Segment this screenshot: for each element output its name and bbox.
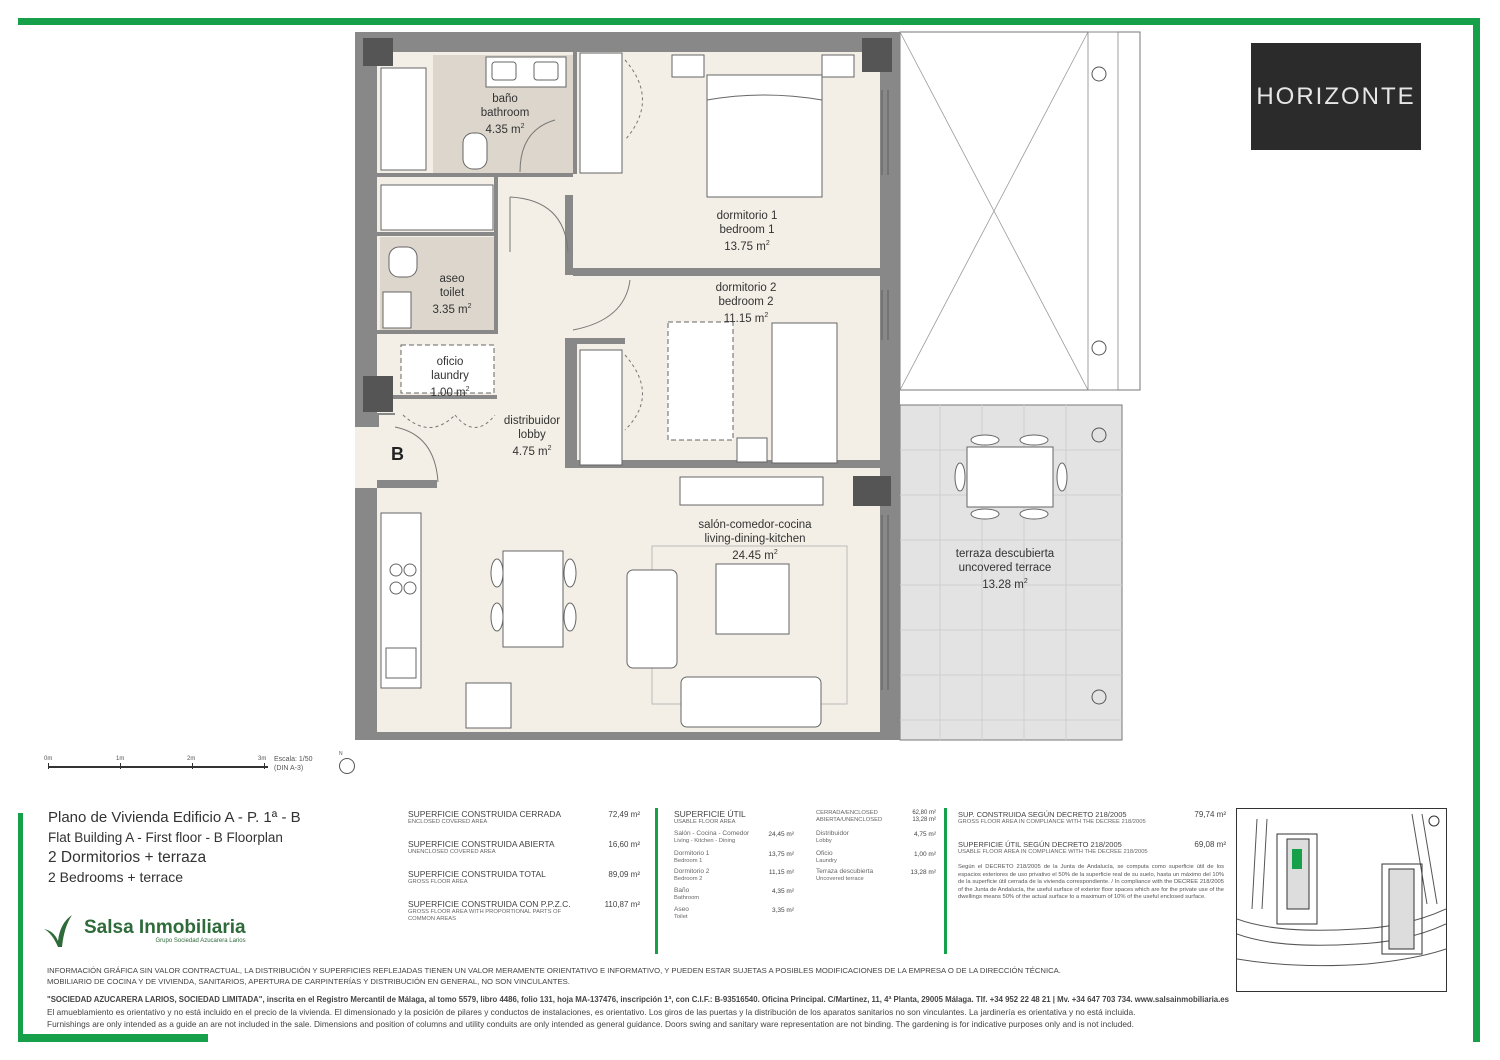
footer-line2: MOBILIARIO DE COCINA Y DE VIVIENDA, SANITARIOS, APERTURA DE CARPINTERÍAS Y DISTRIBUCIÓN EN GENERAL, NO SON VINCULANTES. bbox=[47, 977, 570, 986]
laundry-en: laundry bbox=[431, 370, 469, 382]
scale-din: (DIN A-3) bbox=[274, 765, 304, 772]
label-lobby: distribuidor lobby 4.75 $m^2$ bbox=[494, 414, 570, 459]
title-line4: 2 Bedrooms + terrace bbox=[48, 869, 184, 885]
label-bedroom2: dormitorio 2 bedroom 2 11.15 $m^2$ bbox=[696, 281, 796, 326]
bedroom1-en: bedroom 1 bbox=[719, 224, 775, 236]
lobby-area: 4.75 m bbox=[512, 445, 548, 458]
terrace-en: uncovered terrace bbox=[958, 562, 1052, 574]
footer-line5: Furnishings are only intended as a guide an are not included in the sale. Dimensions and position of columns and utility conduits are only intended as general guidance. Doors swing and sanitary ware representation are not binding. The gardening is for indicative purposes only and is not included. bbox=[47, 1019, 1134, 1029]
label-terrace: terraza descubierta uncovered terrace 13.28 $m^2$ bbox=[940, 547, 1070, 592]
frame-left-bar bbox=[18, 813, 23, 1042]
frame-bottom-bar bbox=[18, 1034, 208, 1042]
bedroom2-es: dormitorio 2 bbox=[715, 282, 777, 294]
entrance-marker: B bbox=[391, 444, 404, 464]
useful2-row-3: Oficio Laundry 1,00 m² bbox=[816, 850, 936, 864]
living-es: salón-comedor-cocina bbox=[698, 519, 812, 531]
useful-header: SUPERFICIE ÚTIL USABLE FLOOR AREA bbox=[674, 809, 746, 825]
label-living: salón-comedor-cocina living-dining-kitchen 24.45 $m^2$ bbox=[680, 518, 830, 563]
decree-row-2: SUPERFICIE ÚTIL SEGÚN DECRETO 218/2005 USABLE FLOOR AREA IN COMPLIANCE WITH THE DECREE 218/2005 69,08 m² bbox=[958, 840, 1226, 855]
title-line3: 2 Dormitorios + terraza bbox=[48, 849, 207, 866]
lobby-en: lobby bbox=[518, 429, 546, 441]
brand-sub: Grupo Sociedad Azucarera Larios bbox=[155, 938, 246, 944]
bathroom-area: 4.35 m bbox=[485, 123, 521, 136]
useful2-row-1: CERRADA/ENCLOSED ABIERTA/UNENCLOSED 62,80 m² 13,28 m² bbox=[816, 810, 936, 823]
brand-name: Salsa Inmobiliaria bbox=[84, 917, 246, 938]
laundry-es: oficio bbox=[436, 356, 464, 368]
bedroom1-es: dormitorio 1 bbox=[716, 210, 778, 222]
scale-bar: 0m 1m 2m 3m Escala: 1/50 (DIN A-3) N bbox=[44, 752, 364, 782]
bedroom2-en: bedroom 2 bbox=[718, 296, 774, 308]
label-toilet: aseo toilet 3.35 $m^2$ bbox=[420, 272, 484, 317]
site-plan bbox=[1237, 809, 1446, 991]
label-laundry: oficio laundry 1.00 $m^2$ bbox=[416, 355, 484, 400]
footer-line3: "SOCIEDAD AZUCARERA LARIOS, SOCIEDAD LIMITADA", inscrita en el Registro Mercantil de Málaga, al tomo 5579, libro 4486, folio 131, hoja MA-137476, inscripción 1ª, con C.I.F.: B-93516540. Oficina Principal. C/Martinez, 11, 4ª Planta, 29005 Málaga. Tlf. +34 952 22 48 21 | Mv. +34 647 703 734. www.salsainmobiliaria.es bbox=[47, 995, 1229, 1004]
useful-row-2: Dormitorio 1 Bedroom 1 13,75 m² bbox=[674, 850, 794, 864]
void-patio bbox=[900, 32, 1140, 390]
logo-text: HORIZONTE bbox=[1256, 82, 1416, 110]
useful-row-3: Dormitorio 2 Bedroom 2 11,15 m² bbox=[674, 868, 794, 882]
footer-line1: INFORMACIÓN GRÁFICA SIN VALOR CONTRACTUAL, LA DISTRIBUCIÓN Y SUPERFICIES REFLEJADAS TIENEN UN VALOR MERAMENTE ORIENTATIVO E INFORMATIVO, Y PUEDEN ESTAR SUJETAS A POSIBLES MODIFICACIONES DE LA EMPRESA O DE LA DIRECCIÓN TÉCNICA. bbox=[47, 966, 1061, 975]
bathroom-es: baño bbox=[492, 93, 518, 105]
laundry-area: 1.00 m bbox=[430, 386, 466, 399]
toilet-en: toilet bbox=[439, 287, 465, 299]
toilet-es: aseo bbox=[439, 273, 465, 285]
surface-row-4: SUPERFICIE CONSTRUIDA CON P.P.Z.C. GROSS FLOOR AREA WITH PROPORTIONAL PARTS OF COMMON AREAS 110,87 m² bbox=[408, 899, 640, 922]
surface-row-3: SUPERFICIE CONSTRUIDA TOTAL GROSS FLOOR AREA 89,09 m² bbox=[408, 869, 640, 885]
label-bedroom1: dormitorio 1 bedroom 1 13.75 $m^2$ bbox=[697, 209, 797, 254]
surface-row-2: SUPERFICIE CONSTRUIDA ABIERTA UNENCLOSED COVERED AREA 16,60 m² bbox=[408, 839, 640, 855]
divider-1 bbox=[655, 808, 658, 954]
terrace-area: 13.28 m bbox=[982, 578, 1024, 591]
bathroom-en: bathroom bbox=[480, 107, 530, 119]
decree-note: Según el DECRETO 218/2005 de la Junta de Andalucía, se computa como superficie útil de los espacios exteriores de uso privativo el 50% de la superficie real de su suelo, hasta un máximo del 10% de la superficie útil cerrada de la vivienda correspondiente. / In compliance with the DECREE 218/2005 of the Junta de Andalucía, the useful surface of exterior floor spaces which are for the private use of the dwellings means 50% of the actual surface to a maximum of 10% of the useful enclosed surface. bbox=[958, 864, 1224, 901]
toilet-area: 3.35 m bbox=[432, 303, 468, 316]
title-block bbox=[48, 808, 301, 887]
useful-row-4: Baño Bathroom 4,35 m² bbox=[674, 887, 794, 901]
useful2-row-4: Terraza descubierta Uncovered terrace 13,28 m² bbox=[816, 868, 936, 882]
bedroom2-area: 11.15 m bbox=[723, 312, 765, 325]
decree-row-1: SUP. CONSTRUIDA SEGÚN DECRETO 218/2005 GROSS FLOOR AREA IN COMPLIANCE WITH THE DECREE 218/2005 79,74 m² bbox=[958, 810, 1226, 825]
living-area: 24.45 m bbox=[732, 549, 774, 562]
useful2-row-2: Distribuidor Lobby 4,75 m² bbox=[816, 830, 936, 844]
title-line2: Flat Building A - First floor - B Floorplan bbox=[48, 830, 283, 845]
label-bathroom: baño bathroom 4.35 $m^2$ bbox=[463, 92, 547, 137]
bedroom1-area: 13.75 m bbox=[724, 240, 766, 253]
lobby-es: distribuidor bbox=[503, 415, 561, 427]
divider-2 bbox=[944, 808, 947, 954]
surface-row-1: SUPERFICIE CONSTRUIDA CERRADA ENCLOSED COVERED AREA 72,49 m² bbox=[408, 809, 640, 825]
title-line1: Plano de Vivienda Edificio A - P. 1ª - B bbox=[48, 809, 301, 826]
scale-label: Escala: 1/50 bbox=[274, 756, 313, 763]
living-en: living-dining-kitchen bbox=[704, 533, 806, 545]
horizonte-logo bbox=[1251, 43, 1421, 150]
useful-row-1: Salón - Cocina - Comedor Living - Kitchen - Dining 24,45 m² bbox=[674, 830, 794, 844]
location-map bbox=[1236, 808, 1447, 992]
terrace-es: terraza descubierta bbox=[955, 548, 1055, 560]
salsa-logo bbox=[42, 913, 246, 949]
footer-line4: El amueblamiento es orientativo y no está incluido en el precio de la vivienda. El dimensionado y la posición de pilares y conductos de instalaciones, es orientativo. Los giros de las puertas y la distribución de los aparatos sanitarios no son vinculantes. La jardinería es orientativa y no está incluida. bbox=[47, 1007, 1136, 1017]
useful-row-5: Aseo Toilet 3,35 m² bbox=[674, 906, 794, 920]
north-icon bbox=[339, 758, 355, 774]
leaf-icon bbox=[42, 913, 78, 949]
